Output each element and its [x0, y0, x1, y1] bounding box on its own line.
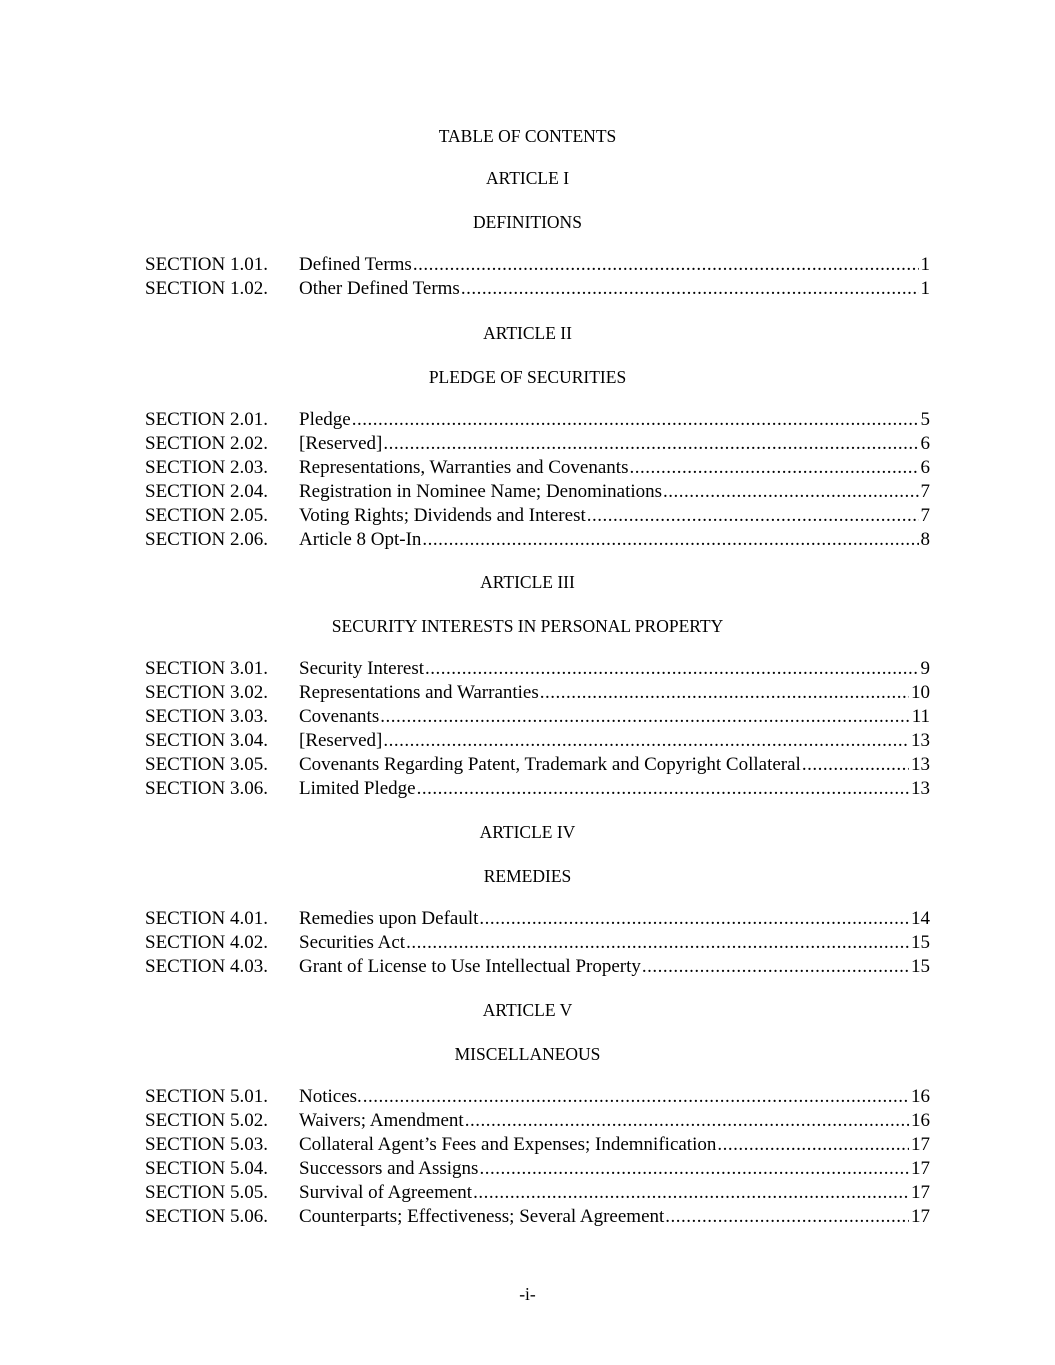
section-number: SECTION 5.02. [145, 1110, 268, 1131]
section-title: Collateral Agent’s Fees and Expenses; Indemnification [299, 1134, 717, 1155]
page-number: 10 [911, 682, 930, 703]
article-5 [0, 998, 1055, 1229]
article-heading: ARTICLE II [483, 323, 572, 343]
section-title: Covenants [299, 706, 380, 727]
section-number: SECTION 2.03. [145, 457, 268, 478]
section-number: SECTION 5.04. [145, 1158, 268, 1179]
section-number: SECTION 2.04. [145, 481, 268, 502]
toc-title: TABLE OF CONTENTS [438, 126, 617, 146]
page-number: 17 [911, 1182, 930, 1203]
article-4 [0, 820, 1055, 979]
section-title: Securities Act [299, 932, 406, 953]
page-number: 16 [911, 1110, 930, 1131]
section-number: SECTION 2.02. [145, 433, 268, 454]
section-number: SECTION 3.03. [145, 706, 268, 727]
article-heading: ARTICLE V [482, 1000, 573, 1020]
toc-entry[interactable] [145, 277, 930, 301]
article-heading: ARTICLE IV [479, 822, 576, 842]
section-number: SECTION 3.04. [145, 730, 268, 751]
toc-entry[interactable] [145, 1205, 930, 1229]
dot-leader [717, 1133, 909, 1157]
toc-entry[interactable] [145, 705, 930, 729]
section-title: Notices. [299, 1086, 362, 1107]
page-footer-number: -i- [519, 1284, 536, 1304]
dot-leader [363, 1085, 909, 1109]
toc-entry[interactable] [145, 408, 930, 432]
dot-leader [406, 931, 909, 955]
toc-entry[interactable] [145, 480, 930, 504]
dot-leader [473, 1181, 909, 1205]
toc-entries [0, 1085, 1055, 1229]
dot-leader [663, 480, 918, 504]
section-number: SECTION 5.03. [145, 1134, 268, 1155]
dot-leader [665, 1205, 909, 1229]
dot-leader [461, 277, 919, 301]
dot-leader [587, 504, 919, 528]
article-subheading: DEFINITIONS [473, 211, 582, 232]
section-title: Registration in Nominee Name; Denominations [299, 481, 663, 502]
dot-leader [479, 907, 909, 931]
page-number: 13 [911, 754, 930, 775]
toc-entry[interactable] [145, 931, 930, 955]
toc-entries [0, 907, 1055, 979]
toc-entries [0, 253, 1055, 301]
article-3 [0, 570, 1055, 801]
dot-leader [642, 955, 909, 979]
section-number: SECTION 2.05. [145, 505, 268, 526]
section-title: Representations, Warranties and Covenants [299, 457, 629, 478]
article-heading: ARTICLE I [485, 168, 570, 188]
page-number: 6 [920, 457, 930, 478]
page-number: 9 [920, 658, 930, 679]
dot-leader [383, 432, 918, 456]
toc-entry[interactable] [145, 729, 930, 753]
page-number: 1 [920, 278, 930, 299]
page-number: 11 [911, 706, 930, 727]
toc-entry[interactable] [145, 1109, 930, 1133]
toc-entry[interactable] [145, 504, 930, 528]
dot-leader [417, 777, 909, 801]
page-number: 17 [911, 1206, 930, 1227]
toc-entry[interactable] [145, 253, 930, 277]
section-title: Other Defined Terms [299, 278, 460, 299]
section-number: SECTION 3.02. [145, 682, 268, 703]
section-number: SECTION 4.02. [145, 932, 268, 953]
dot-leader [352, 408, 919, 432]
page-number: 16 [911, 1086, 930, 1107]
section-title: Counterparts; Effectiveness; Several Agreement [299, 1206, 665, 1227]
section-title: Waivers; Amendment [299, 1110, 464, 1131]
page-number: 7 [920, 481, 930, 502]
section-title: Pledge [299, 409, 351, 430]
section-title: Successors and Assigns [299, 1158, 479, 1179]
dot-leader [425, 657, 918, 681]
article-subheading: SECURITY INTERESTS IN PERSONAL PROPERTY [331, 615, 724, 636]
page-number: 13 [911, 778, 930, 799]
toc-entry[interactable] [145, 1181, 930, 1205]
toc-entry[interactable] [145, 1133, 930, 1157]
section-title: Survival of Agreement [299, 1182, 473, 1203]
section-number: SECTION 3.01. [145, 658, 268, 679]
page-number: 17 [911, 1158, 930, 1179]
section-number: SECTION 4.03. [145, 956, 268, 977]
article-subheading: MISCELLANEOUS [454, 1043, 601, 1064]
dot-leader [465, 1109, 909, 1133]
dot-leader [802, 753, 909, 777]
dot-leader [479, 1157, 909, 1181]
section-number: SECTION 3.05. [145, 754, 268, 775]
dot-leader [629, 456, 918, 480]
section-number: SECTION 5.06. [145, 1206, 268, 1227]
section-title: Defined Terms [299, 254, 412, 275]
article-1 [0, 166, 1055, 301]
dot-leader [413, 253, 919, 277]
section-title: Voting Rights; Dividends and Interest [299, 505, 586, 526]
page-number: 6 [920, 433, 930, 454]
toc-entry[interactable] [145, 753, 930, 777]
section-title: Article 8 Opt-In [299, 529, 422, 550]
page-number: 8 [920, 529, 930, 550]
section-number: SECTION 3.06. [145, 778, 268, 799]
section-title: [Reserved] [299, 730, 383, 751]
dot-leader [383, 729, 909, 753]
section-title: [Reserved] [299, 433, 383, 454]
section-number: SECTION 2.06. [145, 529, 268, 550]
toc-entry[interactable] [145, 955, 930, 979]
toc-entries [0, 408, 1055, 552]
page-number: 13 [911, 730, 930, 751]
toc-entry[interactable] [145, 1157, 930, 1181]
article-heading: ARTICLE III [480, 572, 575, 592]
section-number: SECTION 2.01. [145, 409, 268, 430]
article-2 [0, 321, 1055, 552]
section-title: Covenants Regarding Patent, Trademark and Copyright Collateral [299, 754, 801, 775]
section-number: SECTION 1.01. [145, 254, 268, 275]
page-number: 1 [920, 254, 930, 275]
dot-leader [540, 681, 909, 705]
section-number: SECTION 1.02. [145, 278, 268, 299]
toc-entry[interactable] [145, 432, 930, 456]
page-number: 5 [920, 409, 930, 430]
section-number: SECTION 5.01. [145, 1086, 268, 1107]
toc-entry[interactable] [145, 907, 930, 931]
section-title: Remedies upon Default [299, 908, 479, 929]
dot-leader [422, 528, 918, 552]
article-subheading: PLEDGE OF SECURITIES [428, 366, 627, 387]
article-subheading: REMEDIES [483, 865, 572, 886]
page-number: 15 [911, 956, 930, 977]
toc-entry[interactable] [145, 777, 930, 801]
section-number: SECTION 5.05. [145, 1182, 268, 1203]
section-title: Grant of License to Use Intellectual Property [299, 956, 641, 977]
toc-entry[interactable] [145, 1085, 930, 1109]
toc-entries [0, 657, 1055, 801]
page-number: 15 [911, 932, 930, 953]
toc-entry[interactable] [145, 657, 930, 681]
toc-entry[interactable] [145, 456, 930, 480]
page-number: 7 [920, 505, 930, 526]
toc-entry[interactable] [145, 528, 930, 552]
section-title: Security Interest [299, 658, 425, 679]
dot-leader [380, 705, 909, 729]
section-title: Representations and Warranties [299, 682, 539, 703]
page-number: 17 [911, 1134, 930, 1155]
section-number: SECTION 4.01. [145, 908, 268, 929]
toc-entry[interactable] [145, 681, 930, 705]
page-number: 14 [911, 908, 930, 929]
section-title: Limited Pledge [299, 778, 416, 799]
